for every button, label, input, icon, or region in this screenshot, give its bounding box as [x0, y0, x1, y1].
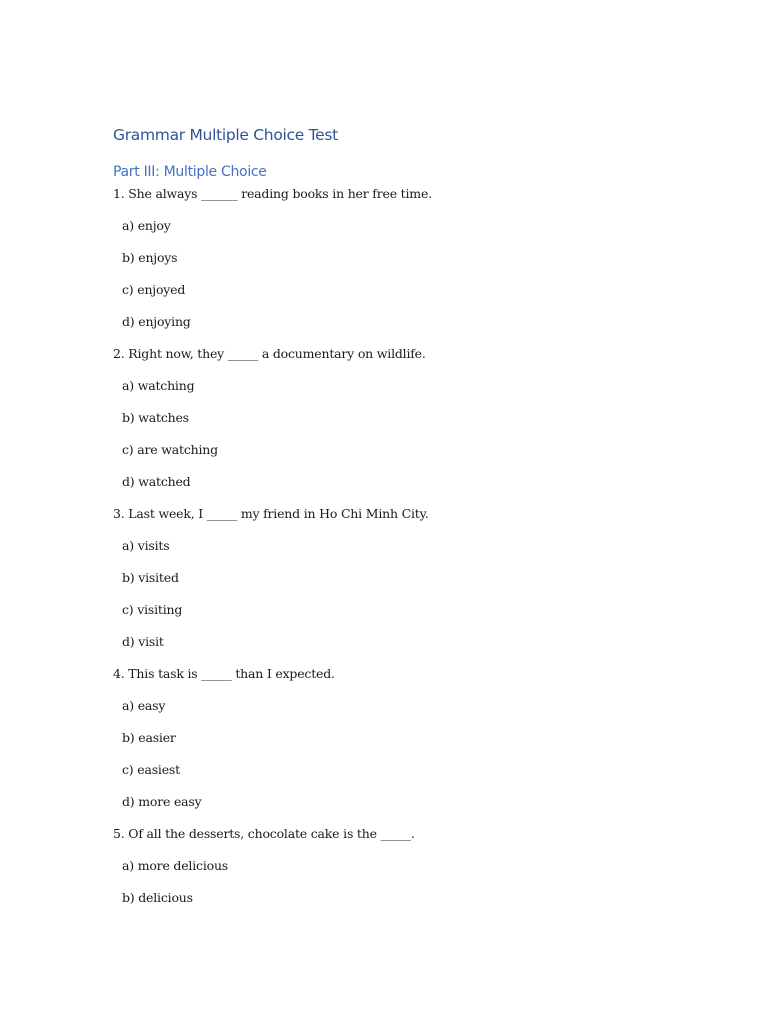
question-2-option-c: c) are watching — [122, 442, 218, 457]
question-5-option-b: b) delicious — [122, 890, 193, 905]
question-3-option-d: d) visit — [122, 634, 164, 649]
question-4: 4. This task is _____ than I expected. — [113, 666, 335, 681]
question-3-option-c: c) visiting — [122, 602, 183, 617]
section-heading: Part III: Multiple Choice — [113, 164, 267, 180]
question-2-option-b: b) watches — [122, 410, 189, 425]
question-1-option-b: b) enjoys — [122, 250, 178, 265]
question-4-option-c: c) easiest — [122, 762, 180, 777]
document-title: Grammar Multiple Choice Test — [113, 126, 338, 144]
question-3: 3. Last week, I _____ my friend in Ho Chi Minh City. — [113, 506, 429, 521]
question-4-option-b: b) easier — [122, 730, 176, 745]
question-3-option-a: a) visits — [122, 538, 170, 553]
question-4-option-d: d) more easy — [122, 794, 202, 809]
question-4-option-a: a) easy — [122, 698, 166, 713]
question-2-option-a: a) watching — [122, 378, 195, 393]
questions-list — [113, 184, 713, 920]
question-1-option-a: a) enjoy — [122, 218, 171, 233]
question-1: 1. She always ______ reading books in her free time. — [113, 186, 432, 201]
question-2: 2. Right now, they _____ a documentary on wildlife. — [113, 346, 426, 361]
question-3-option-b: b) visited — [122, 570, 179, 585]
question-1-option-d: d) enjoying — [122, 314, 191, 329]
question-5: 5. Of all the desserts, chocolate cake is the _____. — [113, 826, 415, 841]
question-2-option-d: d) watched — [122, 474, 191, 489]
question-5-option-a: a) more delicious — [122, 858, 229, 873]
question-1-option-c: c) enjoyed — [122, 282, 186, 297]
